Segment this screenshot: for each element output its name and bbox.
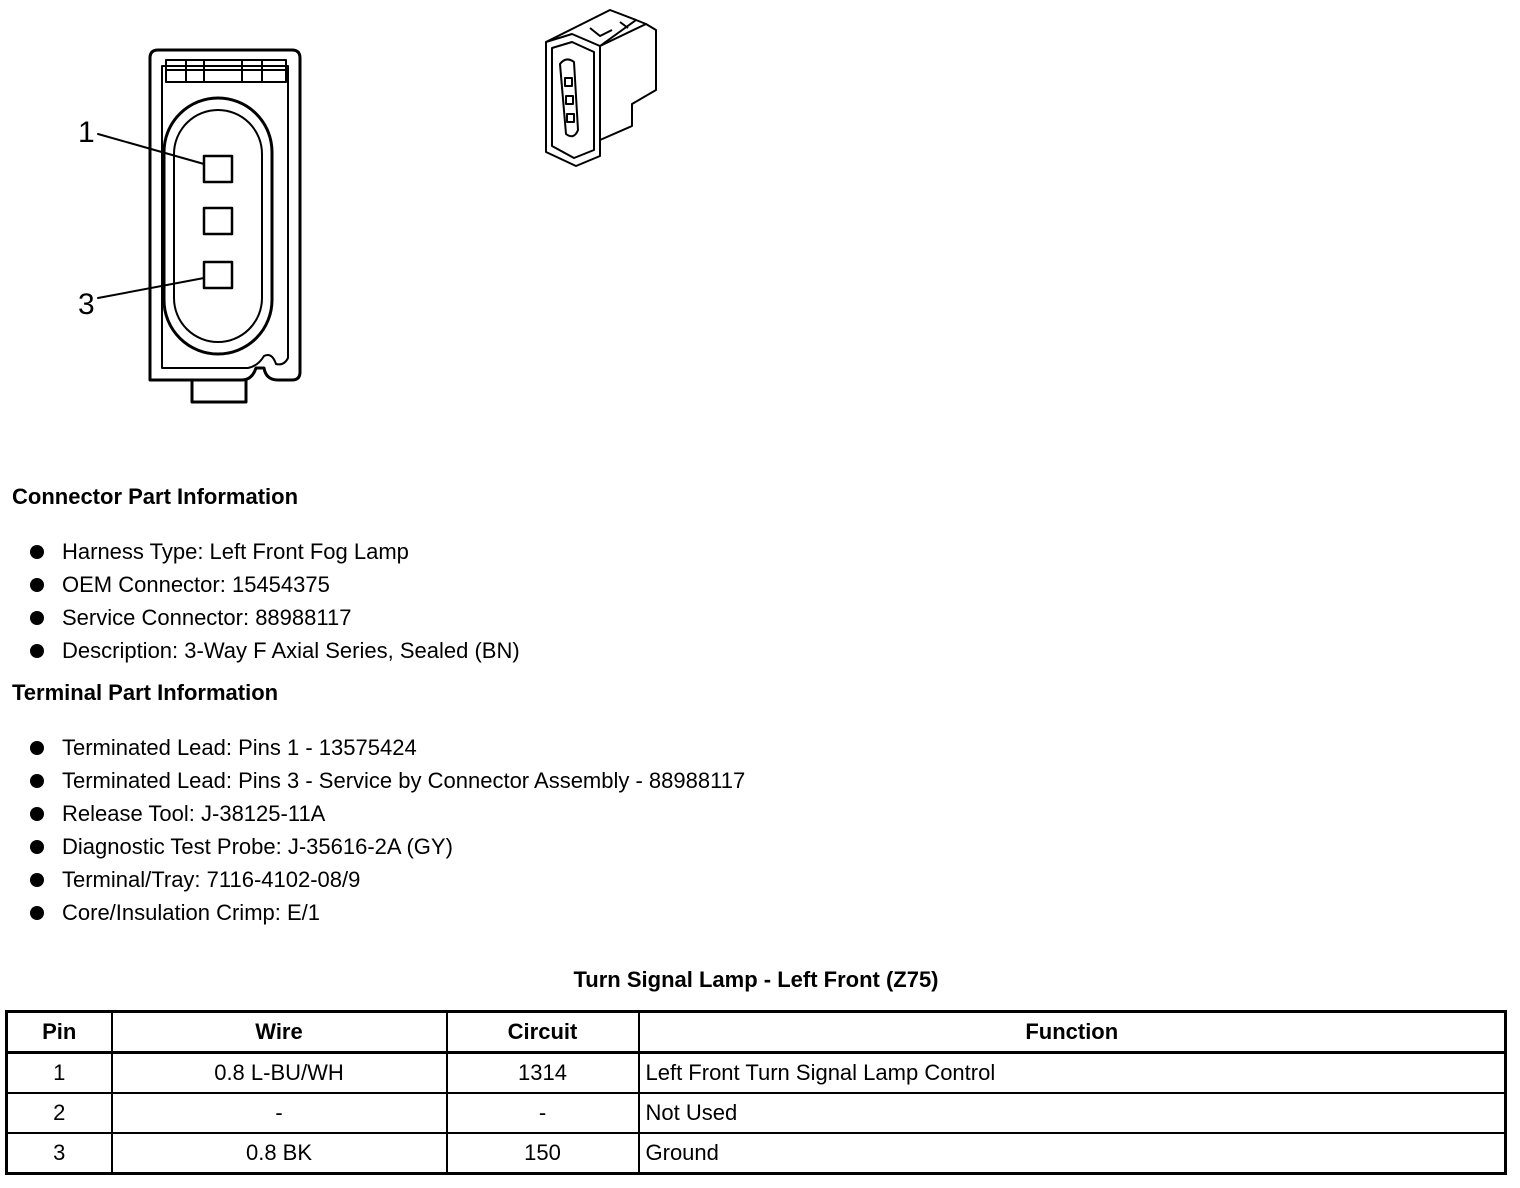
table-header-row	[7, 1012, 1506, 1053]
function-cell: Left Front Turn Signal Lamp Control	[639, 1053, 1506, 1094]
bullet-icon	[30, 545, 44, 559]
bullet-icon	[30, 644, 44, 658]
function-cell: Ground	[639, 1133, 1506, 1174]
terminal-info-list	[28, 731, 745, 929]
circuit-cell: -	[447, 1093, 639, 1133]
list-item: Core/Insulation Crimp: E/1	[28, 896, 745, 929]
list-item: Terminated Lead: Pins 1 - 13575424	[28, 731, 745, 764]
bullet-icon	[30, 906, 44, 920]
table-row	[7, 1093, 1506, 1133]
column-header-function: Function	[639, 1012, 1506, 1053]
list-item: Diagnostic Test Probe: J-35616-2A (GY)	[28, 830, 745, 863]
column-header-wire: Wire	[112, 1012, 447, 1053]
bullet-icon	[30, 611, 44, 625]
pin-cell: 3	[7, 1133, 112, 1174]
list-item: Description: 3-Way F Axial Series, Sealed (BN)	[28, 634, 520, 667]
bullet-icon	[30, 840, 44, 854]
pin-label-3: 3	[78, 288, 95, 321]
connector-info-heading: Connector Part Information	[12, 484, 299, 509]
wire-cell: -	[112, 1093, 447, 1133]
terminal-info-heading: Terminal Part Information	[12, 680, 279, 705]
circuit-cell: 1314	[447, 1053, 639, 1094]
list-item: Terminal/Tray: 7116-4102-08/9	[28, 863, 745, 896]
circuit-cell: 150	[447, 1133, 639, 1174]
function-cell: Not Used	[639, 1093, 1506, 1133]
list-item: OEM Connector: 15454375	[28, 568, 520, 601]
bullet-icon	[30, 807, 44, 821]
list-item: Harness Type: Left Front Fog Lamp	[28, 535, 520, 568]
pin-table	[5, 1010, 1507, 1175]
pin-label-1: 1	[78, 116, 95, 149]
column-header-circuit: Circuit	[447, 1012, 639, 1053]
wire-cell: 0.8 L-BU/WH	[112, 1053, 447, 1094]
list-item: Service Connector: 88988117	[28, 601, 520, 634]
wire-cell: 0.8 BK	[112, 1133, 447, 1174]
pin-table-title: Turn Signal Lamp - Left Front (Z75)	[573, 967, 939, 992]
list-item: Terminated Lead: Pins 3 - Service by Connector Assembly - 88988117	[28, 764, 745, 797]
column-header-pin: Pin	[7, 1012, 112, 1053]
table-row	[7, 1133, 1506, 1174]
bullet-icon	[30, 578, 44, 592]
list-item: Release Tool: J-38125-11A	[28, 797, 745, 830]
bullet-icon	[30, 774, 44, 788]
pin-cell: 2	[7, 1093, 112, 1133]
connector-info-list	[28, 535, 520, 667]
table-row	[7, 1053, 1506, 1094]
bullet-icon	[30, 741, 44, 755]
pin-cell: 1	[7, 1053, 112, 1094]
connector-face-diagram	[0, 0, 700, 420]
bullet-icon	[30, 873, 44, 887]
